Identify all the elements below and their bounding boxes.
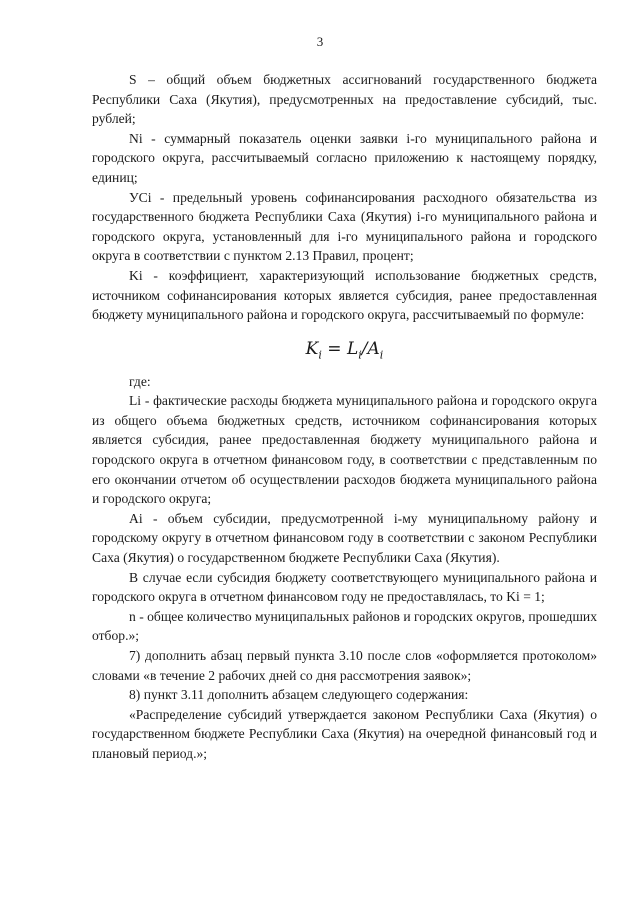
paragraph-usi-definition: УСi - предельный уровень софинансирования расходного обязательства из государственного бюджета Республики Саха (Якутия) i-го муниципального района и городского округа, установленный для i-го муниципального района и городского округа в соответствии с пунктом 2.13 Правил, процент; — [92, 189, 597, 264]
paragraph-n-definition: n - общее количество муниципальных районов и городских округов, прошедших отбор.»; — [92, 608, 598, 644]
formula-lhs-sub: i — [318, 348, 322, 362]
paragraph-ki-default: В случае если субсидия бюджету соответствующего муниципального района и городского округа в отчетном финансовом году не предоставлялась, то Ki = 1; — [92, 569, 597, 605]
paragraph-item-8: 8) пункт 3.11 дополнить абзацем следующего содержания: — [129, 687, 469, 703]
paragraph-quote: «Распределение субсидий утверждается законом Республики Саха (Якутия) о государственном бюджете Республики Саха (Якутия) на очередной финансовый год и плановый период.»; — [92, 706, 597, 761]
formula-equals: = — [321, 338, 347, 359]
formula-lhs: K — [305, 338, 319, 359]
formula-slash: / — [361, 338, 368, 359]
formula — [92, 340, 597, 365]
paragraph-item-7: 7) дополнить абзац первый пункта 3.10 после слов «оформляется протоколом» словами «в течение 2 рабочих дней со дня рассмотрения заявок»; — [92, 648, 597, 683]
document-body — [92, 70, 597, 764]
page-number: 3 — [316, 34, 324, 49]
paragraph-ai-definition: Ai - объем субсидии, предусмотренной i-му муниципальному району и городскому округу в отчетном финансовом году в соответствии с законом Республики Саха (Якутия) о государственном бюджете Республики Саха (Якутия). — [92, 510, 597, 566]
formula-denominator: A — [367, 338, 380, 359]
where-label: где: — [129, 373, 151, 389]
paragraph-ki-definition: Ki - коэффициент, характеризующий использование бюджетных средств, источником софинансирования которых является субсидия, ранее предоставленная бюджету муниципального района и городского округа, рассчитываемый по формуле: — [92, 267, 597, 323]
paragraph-s-definition: S – общий объем бюджетных ассигнований государственного бюджета Республики Саха (Якутия), предусмотренных на предоставление субсидий, тыс. рублей; — [92, 72, 597, 127]
formula-numerator-sub: i — [358, 348, 362, 362]
paragraph-ni-definition: Ni - суммарный показатель оценки заявки i-го муниципального района и городского округа, рассчитываемый согласно приложению к настоящему порядку, единиц; — [92, 130, 597, 185]
paragraph-li-definition: Li - фактические расходы бюджета муниципального района и городского округа из общего объема бюджетных средств, источником софинансирования которых является субсидия, ранее предоставленная бюджету муниципального района и городского округа в отчетном финансовом году, в соответствии с представленным по его окончании отчетом об осуществлении расходов бюджета муниципального района и городского округа; — [92, 393, 597, 507]
formula-denominator-sub: i — [379, 348, 384, 362]
formula-numerator: L — [346, 338, 359, 359]
